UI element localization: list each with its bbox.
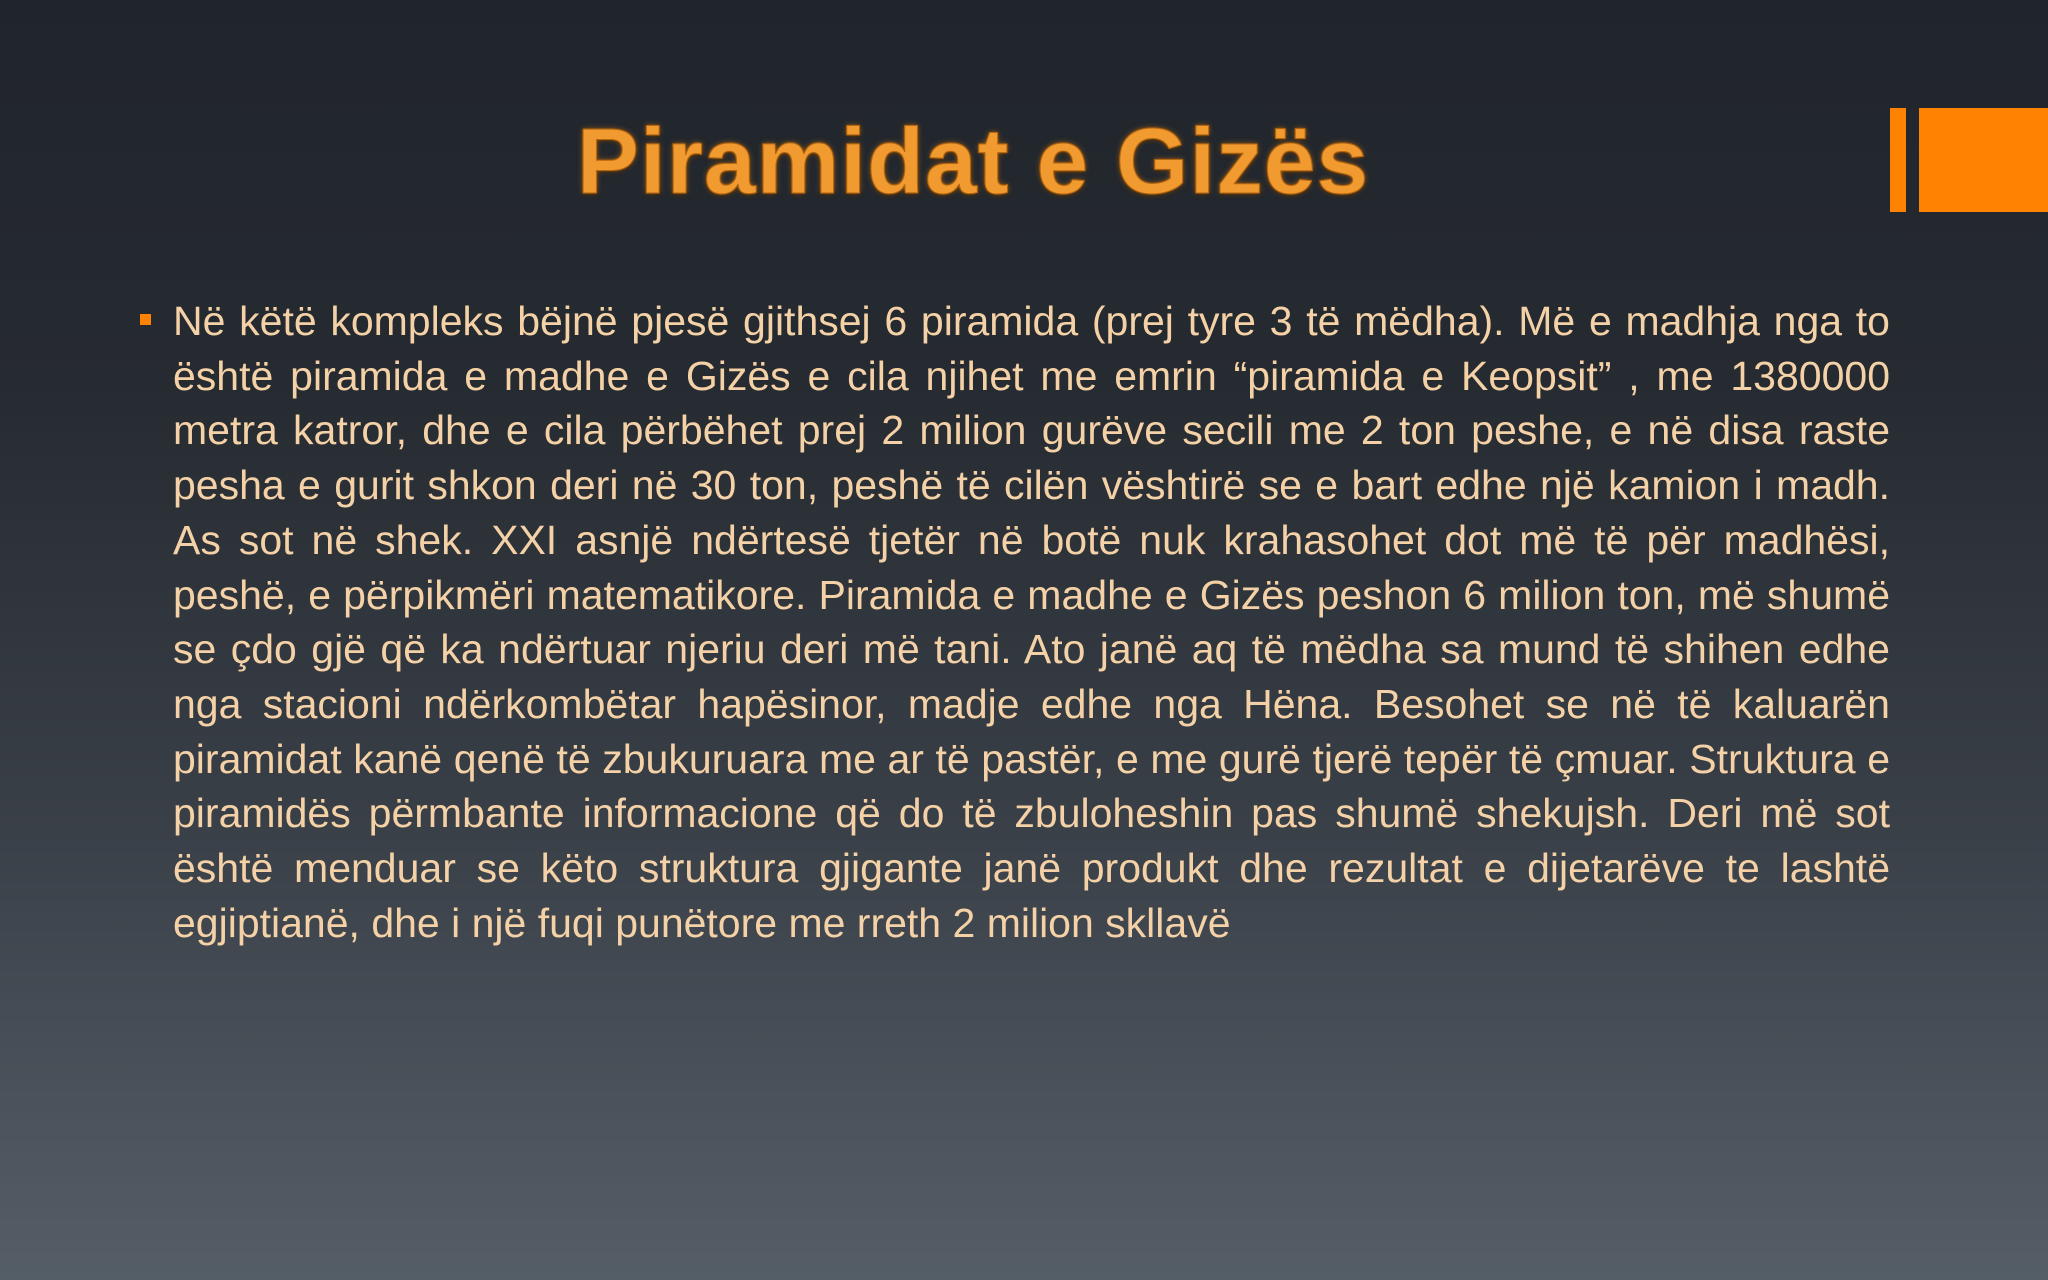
slide-title: Piramidat e Gizës [576, 109, 1370, 213]
accent-bar-thin [1890, 108, 1906, 212]
accent-bar-block [1919, 108, 2048, 212]
slide-body [138, 294, 1890, 950]
square-bullet-icon [140, 314, 151, 325]
bullet-text: Në këtë kompleks bëjnë pjesë gjithsej 6 piramida (prej tyre 3 të mëdha). Më e madhja nga to është piramida e madhe e Gizës e cila njihet me emrin “piramida e Keopsit” , me 1380000 metra katror, dhe e cila përbëhet prej 2 milion gurëve secili me 2 ton peshe, e në disa raste pesha e gurit shkon deri në 30 ton, peshë të cilën vështirë se e bart edhe një kamion i madh. As sot në shek. XXI asnjë ndërtesë tjetër në botë nuk krahasohet dot më të për madhësi, peshë, e përpikmëri matematikore. Piramida e madhe e Gizës peshon 6 milion ton, më shumë se çdo gjë që ka ndërtuar njeriu deri më tani. Ato janë aq të mëdha sa mund të shihen edhe nga stacioni ndërkombëtar hapësinor, madje edhe nga Hëna. Besohet se në të kaluarën piramidat kanë qenë të zbukuruara me ar të pastër, e me gurë tjerë tepër të çmuar. Struktura e piramidës përmbante informacione që do të zbuloheshin pas shumë shekujsh. Deri më sot është menduar se këto struktura gjigante janë produkt dhe rezultat e dijetarëve te lashtë egjiptianë, dhe i një fuqi punëtore me rreth 2 milion skllavë [173, 298, 1890, 946]
bullet-item [138, 294, 1890, 950]
